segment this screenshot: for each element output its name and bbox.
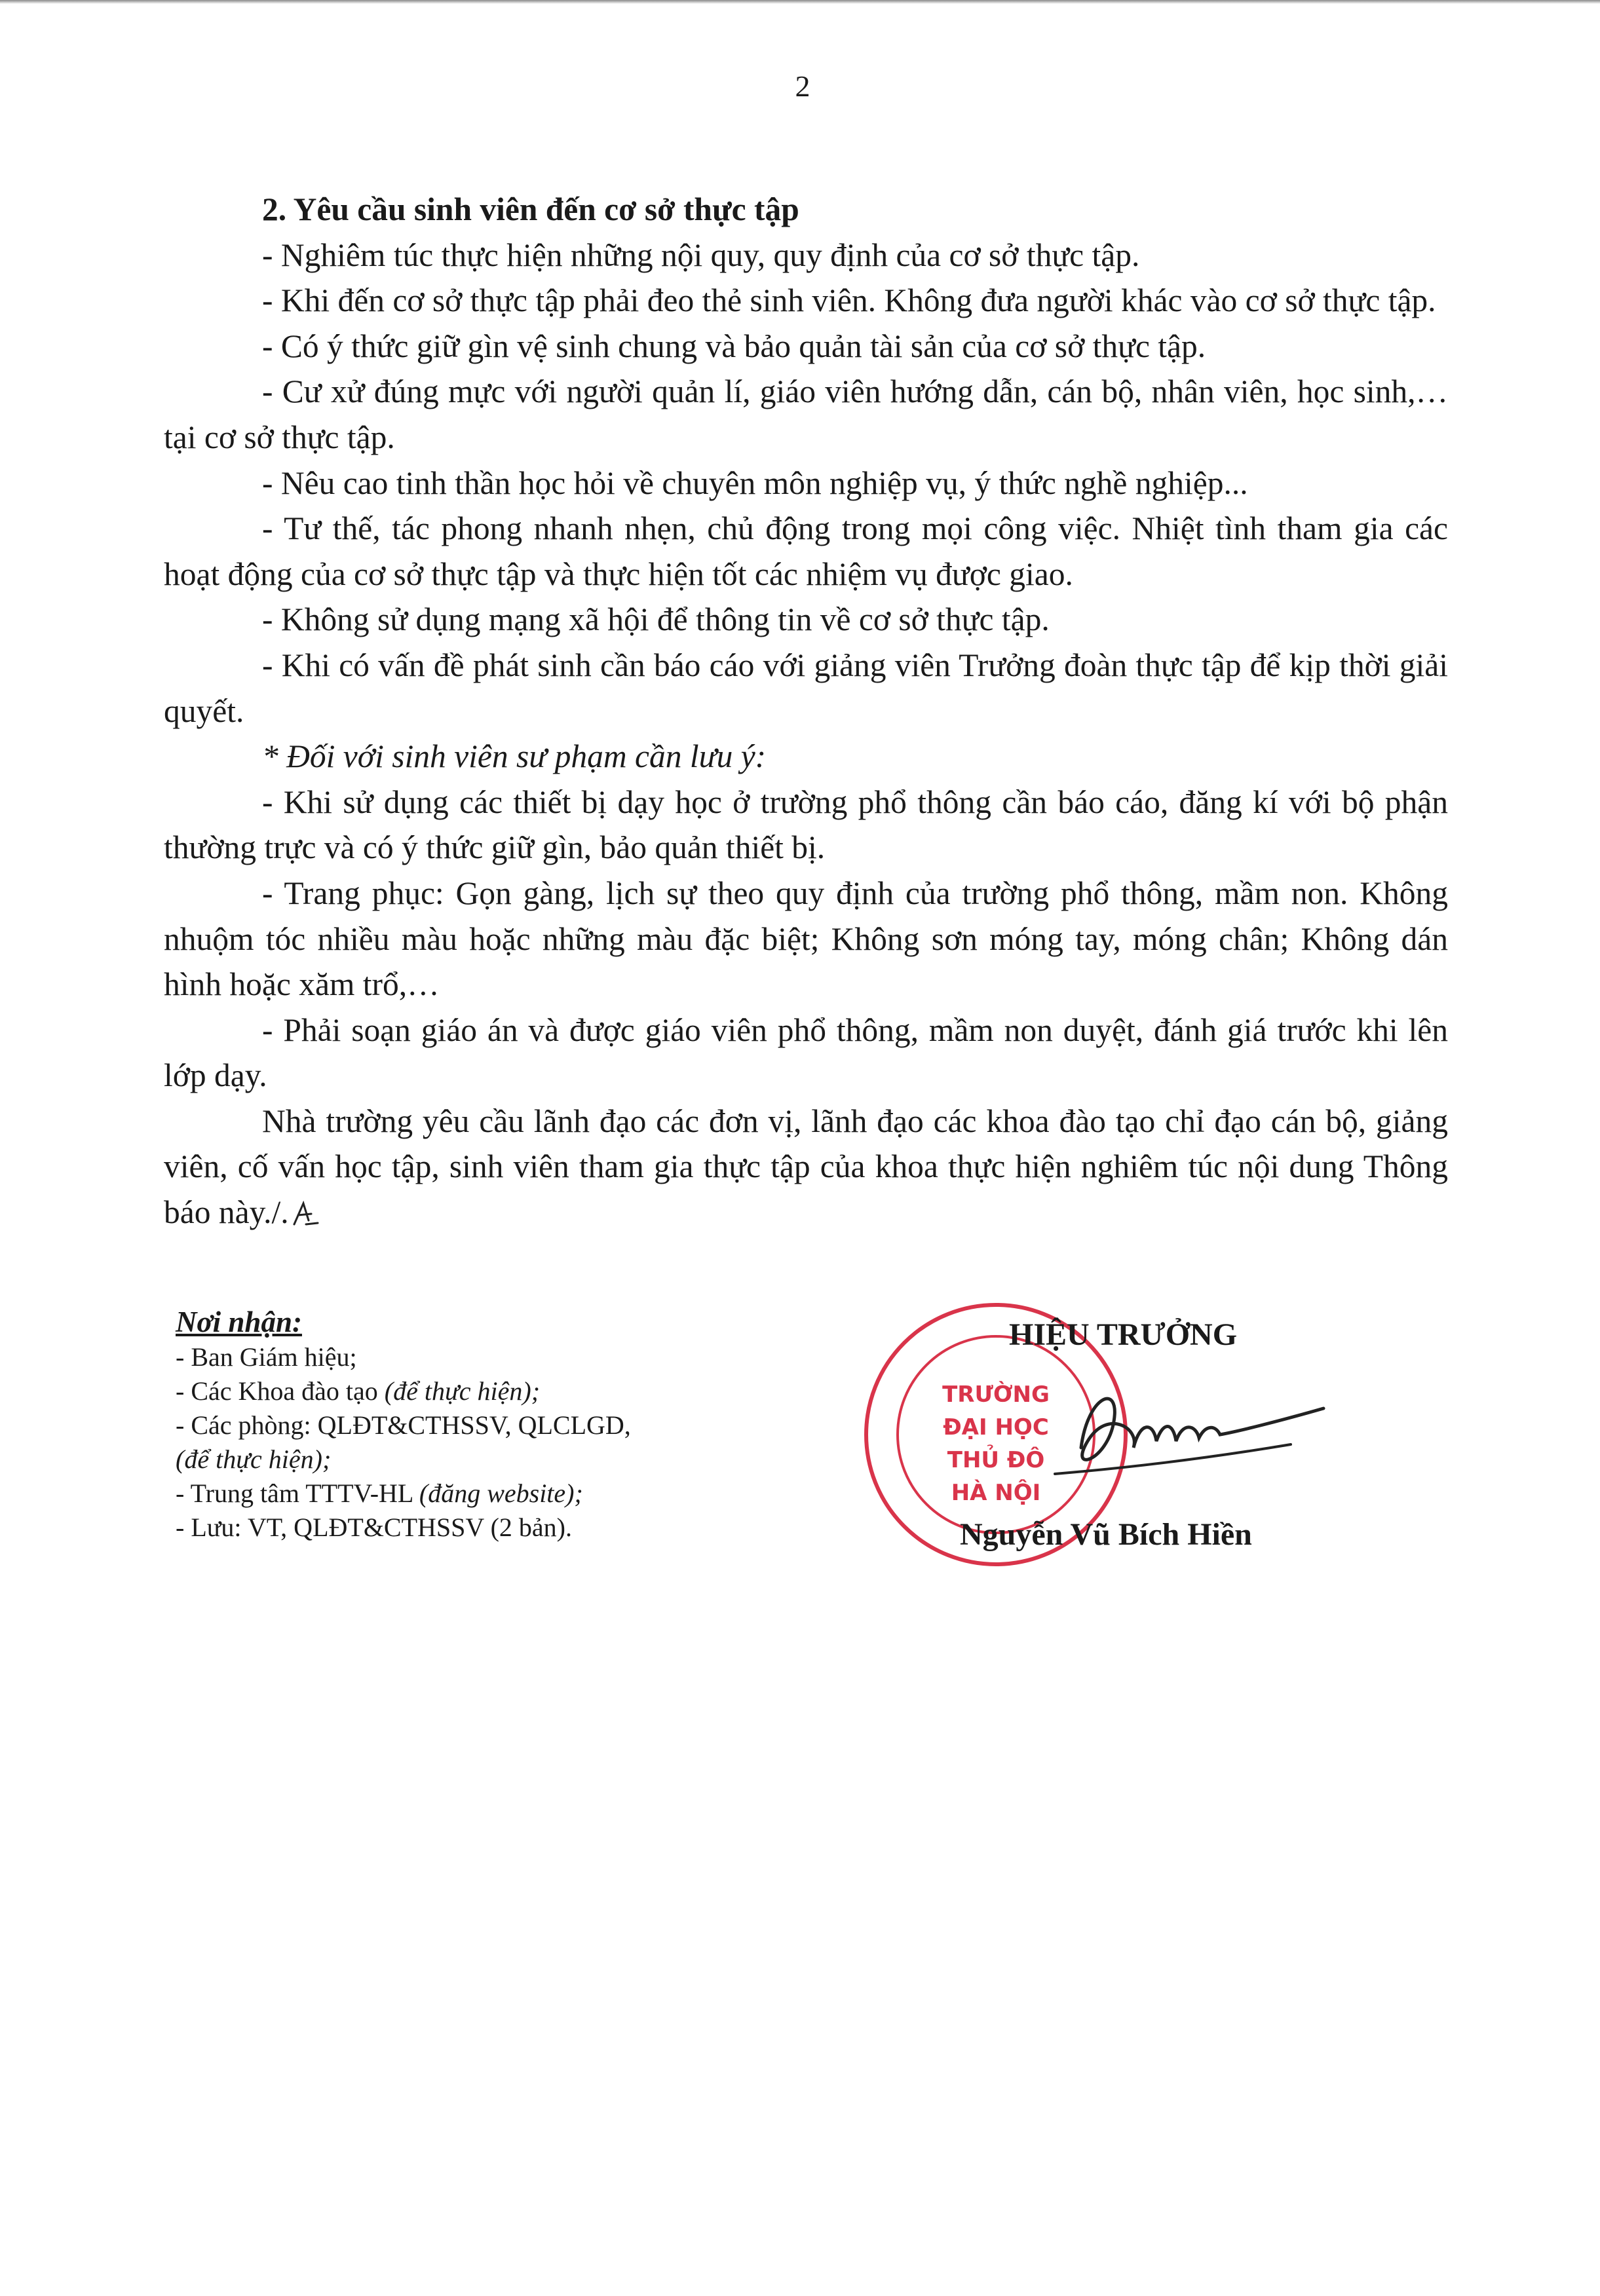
recipients-block: [176, 1304, 778, 1545]
recipient-note: (đăng website);: [419, 1478, 583, 1508]
stamp-line-2: ĐẠI HỌC: [943, 1414, 1049, 1440]
recipient-note: (để thực hiện);: [176, 1444, 332, 1474]
section-heading: 2. Yêu cầu sinh viên đến cơ sở thực tập: [262, 191, 799, 227]
recipient-item: [176, 1477, 778, 1511]
paragraph: - Tư thế, tác phong nhanh nhẹn, chủ động trong mọi công việc. Nhiệt tình tham gia các hoạt động của cơ sở thực tập và thực hiện tốt các nhiệm vụ được giao.: [164, 510, 1448, 592]
recipient-item: [176, 1408, 778, 1442]
handwritten-signature-icon: [1042, 1369, 1330, 1487]
recipient-text: - Các Khoa đào tạo: [176, 1376, 385, 1406]
signatory-name: Nguyễn Vũ Bích Hiền: [960, 1517, 1252, 1552]
recipient-item: [176, 1374, 778, 1408]
recipient-item: [176, 1340, 778, 1374]
paragraph: - Khi có vấn đề phát sinh cần báo cáo với giảng viên Trưởng đoàn thực tập để kịp thời giải quyết.: [164, 647, 1448, 729]
pedagogy-paragraph: - Phải soạn giáo án và được giáo viên phổ thông, mầm non duyệt, đánh giá trước khi lên lớp dạy.: [164, 1011, 1448, 1094]
stamp-line-1: TRƯỜNG: [942, 1382, 1050, 1408]
pedagogy-paragraph: - Trang phục: Gọn gàng, lịch sự theo quy định của trường phổ thông, mầm non. Không nhuộm tóc nhiều màu hoặc những màu đặc biệt; Không sơn móng tay, móng chân; Không dán hình hoặc xăm trổ,…: [164, 875, 1448, 1003]
recipient-text: - Các phòng: QLĐT&CTHSSV, QLCLGD,: [176, 1410, 631, 1440]
pedagogy-paragraph: - Khi sử dụng các thiết bị dạy học ở trường phổ thông cần báo cáo, đăng kí với bộ phận thường trực và có ý thức giữ gìn, bảo quản thiết bị.: [164, 783, 1448, 866]
paragraph: - Khi đến cơ sở thực tập phải đeo thẻ sinh viên. Không đưa người khác vào cơ sở thực tập.: [262, 282, 1436, 319]
stamp-line-4: HÀ NỘI: [951, 1480, 1041, 1506]
initial-mark-icon: [292, 1201, 320, 1227]
closing-text: Nhà trường yêu cầu lãnh đạo các đơn vị, lãnh đạo các khoa đào tạo chỉ đạo cán bộ, giảng viên, cố vấn học tập, sinh viên tham gia thực tập của khoa thực hiện nghiêm túc nội dung Thông báo này./.: [164, 1102, 1448, 1231]
recipient-text: - Lưu: VT, QLĐT&CTHSSV (2 bản).: [176, 1513, 572, 1542]
page-number: 2: [795, 69, 810, 103]
recipient-text: - Trung tâm TTTV-HL: [176, 1478, 419, 1508]
paragraph: - Cư xử đúng mực với người quản lí, giáo viên hướng dẫn, cán bộ, nhân viên, học sinh,…tại cơ sở thực tập.: [164, 373, 1448, 455]
paragraph: - Nêu cao tinh thần học hỏi về chuyên môn nghiệp vụ, ý thức nghề nghiệp...: [262, 464, 1248, 501]
recipient-note: (để thực hiện);: [384, 1376, 541, 1406]
paragraph: - Nghiêm túc thực hiện những nội quy, quy định của cơ sở thực tập.: [262, 236, 1140, 273]
closing-paragraph: [164, 1099, 1448, 1235]
pedagogy-note-heading: * Đối với sinh viên sư phạm cần lưu ý:: [262, 738, 767, 775]
recipient-item: [176, 1511, 778, 1545]
document-body: [164, 187, 1448, 1235]
recipients-title: Nơi nhận:: [176, 1306, 302, 1338]
signature-block: [858, 1297, 1356, 1572]
recipient-text: - Ban Giám hiệu;: [176, 1342, 357, 1372]
paragraph: - Không sử dụng mạng xã hội để thông tin về cơ sở thực tập.: [262, 601, 1050, 638]
scan-top-edge: [0, 0, 1600, 4]
paragraph: - Có ý thức giữ gìn vệ sinh chung và bảo quản tài sản của cơ sở thực tập.: [262, 328, 1206, 364]
stamp-line-3: THỦ ĐÔ: [947, 1447, 1045, 1473]
signature-title: HIỆU TRƯỞNG: [1009, 1317, 1238, 1352]
recipient-item: [176, 1442, 778, 1477]
